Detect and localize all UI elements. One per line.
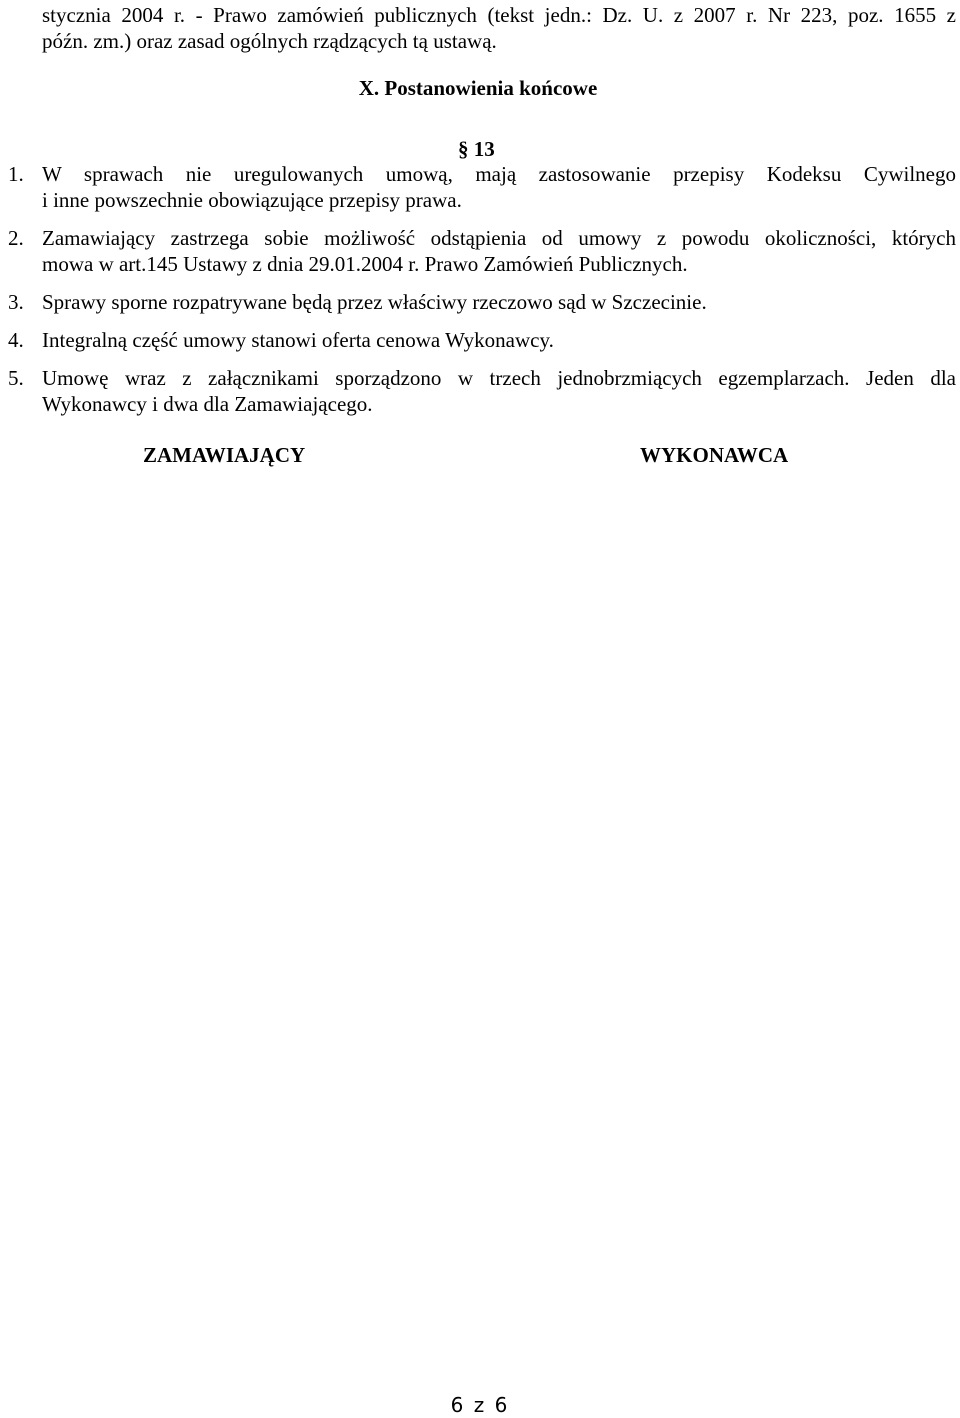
item-4-line-1: Integralną część umowy stanowi oferta cenowa Wykonawcy.	[42, 328, 554, 352]
item-3-line-1: Sprawy sporne rozpatrywane będą przez właściwy rzeczowo sąd w Szczecinie.	[42, 290, 707, 314]
item-1-line-1: W sprawach nie uregulowanych umową, mają zastosowanie przepisy Kodeksu Cywilnego	[42, 162, 956, 186]
item-5-line-1: Umowę wraz z załącznikami sporządzono w trzech jednobrzmiących egzemplarzach. Jeden dla	[42, 366, 956, 390]
item-1-number: 1.	[8, 162, 24, 186]
item-3-number: 3.	[8, 290, 24, 314]
paragraph-number: 13	[473, 137, 495, 161]
section-title: X. Postanowienia końcowe	[358, 76, 598, 100]
paragraph-heading	[458, 136, 495, 162]
item-2-number: 2.	[8, 226, 24, 250]
item-5-line-2: Wykonawcy i dwa dla Zamawiającego.	[42, 392, 373, 416]
signature-zamawiajacy: ZAMAWIAJĄCY	[143, 443, 306, 467]
page-number: 6 z 6	[450, 1393, 510, 1417]
item-4-number: 4.	[8, 328, 24, 352]
intro-line-2: późn. zm.) oraz zasad ogólnych rządzących tą ustawą.	[42, 29, 497, 53]
paragraph-sign-icon: §	[458, 137, 469, 161]
item-5-number: 5.	[8, 366, 24, 390]
item-1-line-2: i inne powszechnie obowiązujące przepisy prawa.	[42, 188, 462, 212]
signature-wykonawca: WYKONAWCA	[640, 443, 789, 467]
item-2-line-1: Zamawiający zastrzega sobie możliwość odstąpienia od umowy z powodu okoliczności, których	[42, 226, 956, 250]
intro-line-1: stycznia 2004 r. - Prawo zamówień publicznych (tekst jedn.: Dz. U. z 2007 r. Nr 223, poz. 1655 z	[42, 3, 956, 27]
item-2-line-2: mowa w art.145 Ustawy z dnia 29.01.2004 r. Prawo Zamówień Publicznych.	[42, 252, 688, 276]
